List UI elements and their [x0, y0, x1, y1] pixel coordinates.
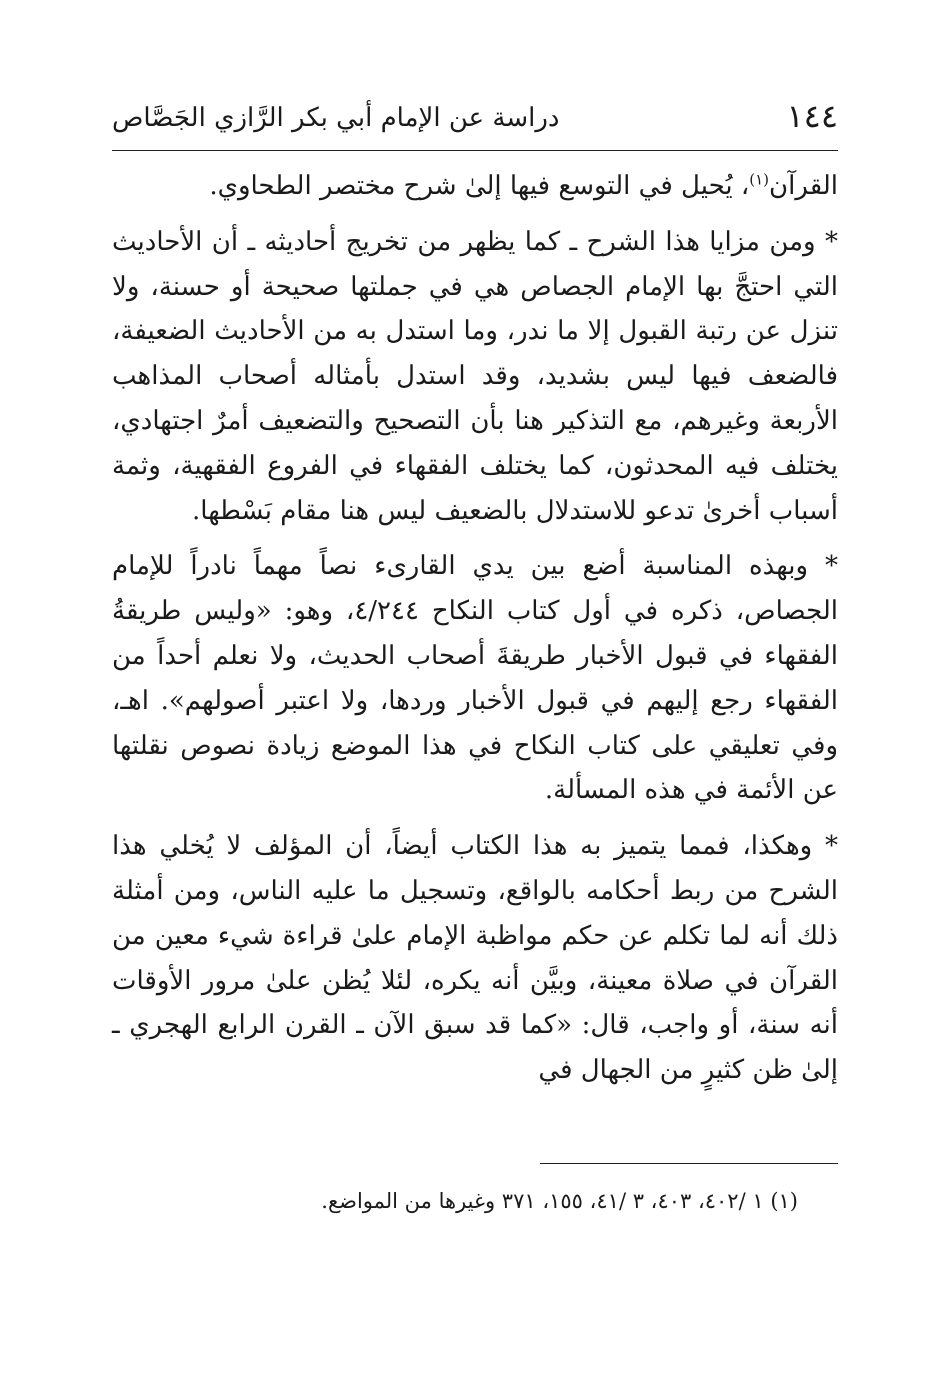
page-header — [112, 96, 838, 148]
paragraph-1-end: ، يُحيل في التوسع فيها إلىٰ شرح مختصر الطحاوي. — [209, 171, 750, 201]
paragraph-2: * ومن مزايا هذا الشرح ـ كما يظهر من تخريج أحاديثه ـ أن الأحاديث التي احتجَّ بها الإمام الجصاص هي في جملتها صحيحة أو حسنة، ولا تنزل عن رتبة القبول إلا ما ندر، وما استدل به من الأحاديث الضعيفة، فالضعف فيها ليس بشديد، وقد استدل بأمثاله أصحاب المذاهب الأربعة وغيرهم، مع التذكير هنا بأن التصحيح والتضعيف أمرٌ اجتهادي، يختلف فيه المحدثون، كما يختلف الفقهاء في الفروع الفقهية، وثمة أسباب أخرىٰ تدعو للاستدلال بالضعيف ليس هنا مقام بَسْطها. — [112, 226, 838, 526]
paragraph-1-start: القرآن — [769, 171, 838, 201]
running-title: دراسة عن الإمام أبي بكر الرَّازي الجَصَّاص — [112, 103, 560, 133]
footnote-divider — [540, 1163, 838, 1164]
footnote-reference-marker: (١) — [749, 170, 770, 189]
paragraph-1 — [112, 164, 838, 209]
paragraph-4: * وهكذا، فمما يتميز به هذا الكتاب أيضاً، أن المؤلف لا يُخلي هذا الشرح من ربط أحكامه بالواقع، وتسجيل ما عليه الناس، ومن أمثلة ذلك أنه لما تكلم عن حكم مواظبة الإمام علىٰ قراءة شيء معين من القرآن في صلاة معينة، وبيَّن أنه يكره، لئلا يُظن علىٰ مرور الأوقات أنه سنة، أو واجب، قال: «كما قد سبق الآن ـ القرن الرابع الهجري ـ إلىٰ ظن كثيرٍ من الجهال في — [112, 831, 838, 1086]
header-divider — [112, 150, 838, 151]
page-number: ١٤٤ — [786, 97, 838, 135]
footnote: (١) ١ /٤٠٢، ٤٠٣، ٣ /٤١، ١٥٥، ٣٧١ وغيرها من المواضع. — [321, 1189, 798, 1213]
paragraph-3: * وبهذه المناسبة أضع بين يدي القارىء نصاً مهماً نادراً للإمام الجصاص، ذكره في أول كتاب النكاح ٤/٢٤٤، وهو: «وليس طريقةُ الفقهاء في قبول الأخبار طريقةَ أصحاب الحديث، ولا نعلم أحداً من الفقهاء رجع إليهم في قبول الأخبار وردها، ولا اعتبر أصولهم». اهـ، وفي تعليقي على كتاب النكاح في هذا الموضع زيادة نصوص نقلتها عن الأئمة في هذه المسألة. — [112, 551, 839, 806]
main-text — [112, 164, 838, 1093]
